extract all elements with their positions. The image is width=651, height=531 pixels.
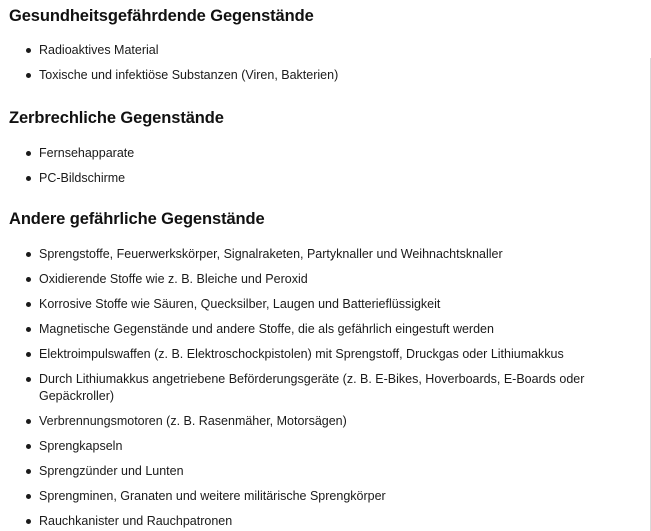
list-item: PC-Bildschirme <box>0 170 599 187</box>
list-item: Elektroimpulswaffen (z. B. Elektroschockpistolen) mit Sprengstoff, Druckgas oder Lithiumakkus <box>0 346 599 363</box>
list-item: Radioaktives Material <box>0 42 599 59</box>
list-item: Verbrennungsmotoren (z. B. Rasenmäher, Motorsägen) <box>0 413 599 430</box>
list-item: Sprengkapseln <box>0 438 599 455</box>
list-item: Toxische und infektiöse Substanzen (Viren, Bakterien) <box>0 67 599 84</box>
list-item: Sprengzünder und Lunten <box>0 463 599 480</box>
list-health-hazard <box>0 42 599 92</box>
list-item: Korrosive Stoffe wie Säuren, Quecksilber, Laugen und Batterieflüssigkeit <box>0 296 599 313</box>
section-heading-other-dangerous: Andere gefährliche Gegenstände <box>9 210 265 228</box>
list-item: Magnetische Gegenstände und andere Stoffe, die als gefährlich eingestuft werden <box>0 321 599 338</box>
list-item: Durch Lithiumakkus angetriebene Beförderungsgeräte (z. B. E-Bikes, Hoverboards, E-Boards oder Gepäckroller) <box>0 371 599 405</box>
section-heading-health-hazard: Gesundheitsgefährdende Gegenstände <box>9 7 314 25</box>
list-item: Sprengminen, Granaten und weitere militärische Sprengkörper <box>0 488 599 505</box>
section-heading-fragile: Zerbrechliche Gegenstände <box>9 109 224 127</box>
list-item: Rauchkanister und Rauchpatronen <box>0 513 599 530</box>
list-fragile <box>0 145 599 195</box>
list-item: Sprengstoffe, Feuerwerkskörper, Signalraketen, Partyknaller und Weihnachtsknaller <box>0 246 599 263</box>
list-item: Fernsehapparate <box>0 145 599 162</box>
list-other-dangerous <box>0 246 599 531</box>
list-item: Oxidierende Stoffe wie z. B. Bleiche und Peroxid <box>0 271 599 288</box>
